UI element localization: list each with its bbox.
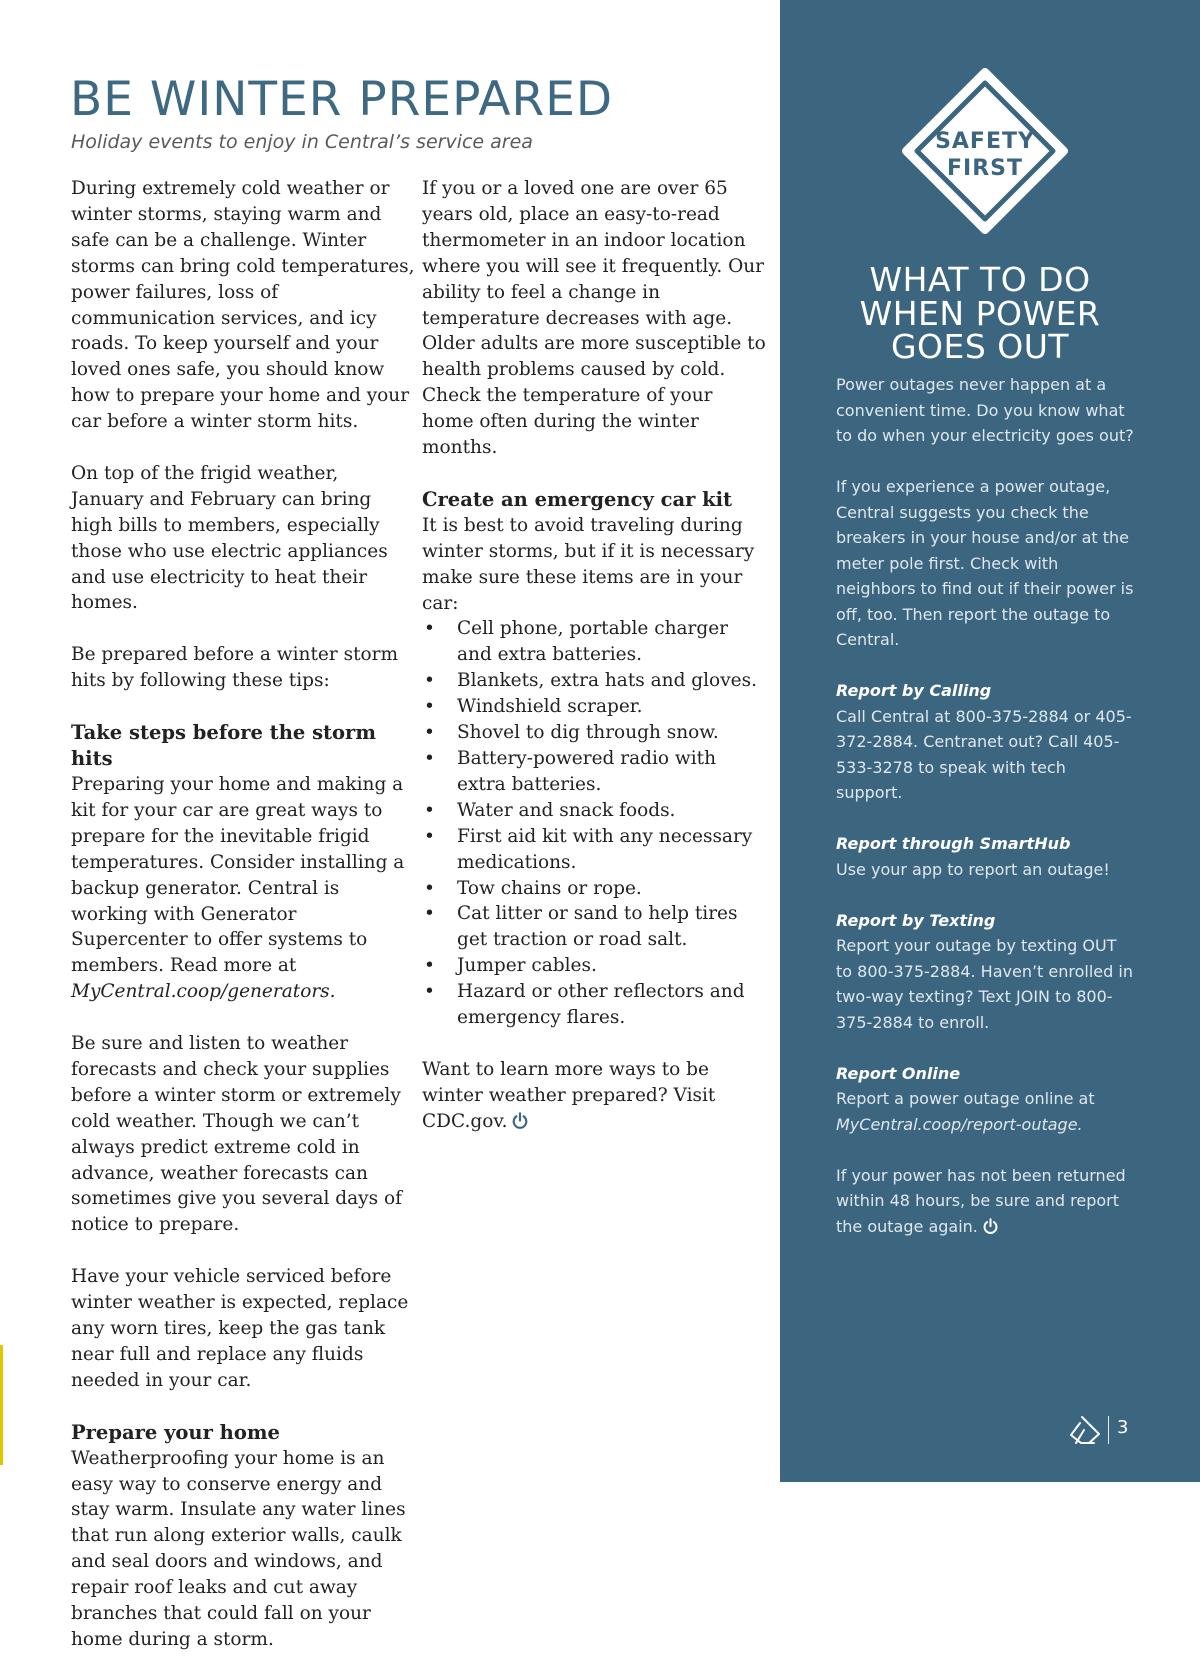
kit-item: • Water and snack foods.	[422, 798, 767, 824]
badge-line-2: FIRST	[946, 156, 1024, 181]
intro-paragraph-3: Be prepared before a winter storm hits by following these tips:	[71, 644, 399, 692]
vehicle-paragraph: Have your vehicle serviced before winter weather is expected, replace any worn tires, keep the gas tank near full and replace any fluids needed in your car.	[71, 1266, 409, 1391]
page-title: BE WINTER PREPARED	[70, 72, 614, 127]
kit-intro: It is best to avoid traveling during winter storms, but if it is necessary make sure these items are in your car:	[422, 514, 755, 614]
footer-divider	[1108, 1416, 1109, 1444]
edge-mark	[0, 1345, 3, 1465]
article-column-2	[422, 176, 767, 1163]
closing-text: If your power has not been returned within 48 hours, be sure and report the outage again.	[836, 1165, 1126, 1236]
kit-item: • Battery-powered radio with extra batteries.	[422, 746, 767, 798]
page-number: 3	[1117, 1417, 1129, 1438]
older-adults-paragraph: If you or a loved one are over 65 years old, place an easy-to-read thermometer in an indoor location where you will see it frequently. Our ability to feel a change in temperature decreases with age. Older adults are more susceptible to health problems caused by cold. Check the temperature of your home often during the winter months.	[422, 178, 766, 459]
home-paragraph: Weatherproofing your home is an easy way to conserve energy and stay warm. Insulate any water lines that run along exterior walls, caulk and seal doors and windows, and repair roof leaks and cut away branches that could fall on your home during a storm.	[71, 1447, 406, 1650]
kit-item: • First aid kit with any necessary medications.	[422, 824, 767, 876]
kit-item: • Shovel to dig through snow.	[422, 720, 767, 746]
smarthub-text: Use your app to report an outage!	[836, 859, 1110, 879]
generators-link[interactable]: MyCentral.coop/generators.	[71, 981, 336, 1003]
online-text: Report a power outage online at	[836, 1089, 1095, 1108]
outro-paragraph	[422, 1057, 767, 1138]
sidebar-title: WHAT TO DO WHEN POWER GOES OUT	[859, 260, 1101, 366]
home-heading: Prepare your home	[71, 1420, 280, 1444]
calling-section	[836, 678, 1136, 806]
article-column-1	[71, 176, 416, 1679]
calling-text: Call Central at 800-375-2884 or 405-372-2884. Centranet out? Call 405-533-3278 to speak with tech support.	[836, 706, 1132, 802]
report-outage-link[interactable]: MyCentral.coop/report-outage.	[836, 1114, 1083, 1134]
closing-paragraph	[836, 1163, 1136, 1243]
kit-list	[422, 616, 767, 1031]
cooperative-logo-icon	[1068, 1414, 1102, 1451]
calling-heading: Report by Calling	[836, 681, 992, 700]
sidebar-body	[836, 372, 1136, 1268]
online-section	[836, 1061, 1136, 1138]
kit-heading: Create an emergency car kit	[422, 487, 733, 511]
safety-first-badge	[902, 68, 1068, 239]
forecast-paragraph: Be sure and listen to weather forecasts and check your supplies before a winter storm or extremely cold weather. Though we can’t always predict extreme cold in advance, weather forecasts can sometimes give you several days of notice to prepare.	[71, 1033, 402, 1236]
kit-item: • Hazard or other reflectors and emergency flares.	[422, 979, 767, 1031]
outro-text: Want to learn more ways to be winter weather prepared? Visit CDC.gov.	[422, 1058, 716, 1132]
power-icon	[511, 1112, 529, 1138]
texting-section	[836, 908, 1136, 1036]
online-heading: Report Online	[836, 1063, 961, 1083]
storm-text: Preparing your home and making a kit for your car are great ways to prepare for the inevitable frigid temperatures. Consider installing a backup generator. Central is working with Generator Supercenter to offer systems to members. Read more at	[71, 773, 405, 977]
texting-heading: Report by Texting	[836, 910, 996, 930]
texting-text: Report your outage by texting OUT to 800-375-2884. Haven’t enrolled in two-way texting? Text JOIN to 800-375-2884 to enroll.	[836, 936, 1133, 1032]
intro-paragraph-1: During extremely cold weather or winter storms, staying warm and safe can be a challenge. Winter storms can bring cold temperatures, power failures, loss of communication services, and icy roads. To keep yourself and your loved ones safe, you should know how to prepare your home and your car before a winter storm hits.	[71, 178, 415, 433]
sidebar-intro: Power outages never happen at a convenient time. Do you know what to do when your electricity goes out?	[836, 375, 1134, 445]
storm-paragraph	[71, 772, 416, 1005]
sidebar-check: If you experience a power outage, Central suggests you check the breakers in your house and/or at the meter pole first. Check with neighbors to find out if their power is off, too. Then report the outage to Central.	[836, 477, 1134, 649]
kit-item: • Blankets, extra hats and gloves.	[422, 668, 767, 694]
badge-line-1: SAFETY	[935, 129, 1035, 154]
page-subtitle: Holiday events to enjoy in Central’s service area	[71, 131, 533, 153]
smarthub-heading: Report through SmartHub	[836, 834, 1071, 853]
kit-item: • Cell phone, portable charger and extra batteries.	[422, 616, 767, 668]
power-icon	[982, 1217, 999, 1243]
storm-heading: Take steps before the storm hits	[71, 720, 376, 770]
intro-paragraph-2: On top of the frigid weather, January and February can bring high bills to members, especially those who use electric appliances and use electricity to heat their homes.	[71, 462, 388, 614]
kit-item: • Cat litter or sand to help tires get traction or road salt.	[422, 901, 767, 953]
kit-item: • Jumper cables.	[422, 953, 767, 979]
kit-item: • Windshield scraper.	[422, 694, 767, 720]
smarthub-section	[836, 831, 1136, 882]
kit-item: • Tow chains or rope.	[422, 876, 767, 902]
